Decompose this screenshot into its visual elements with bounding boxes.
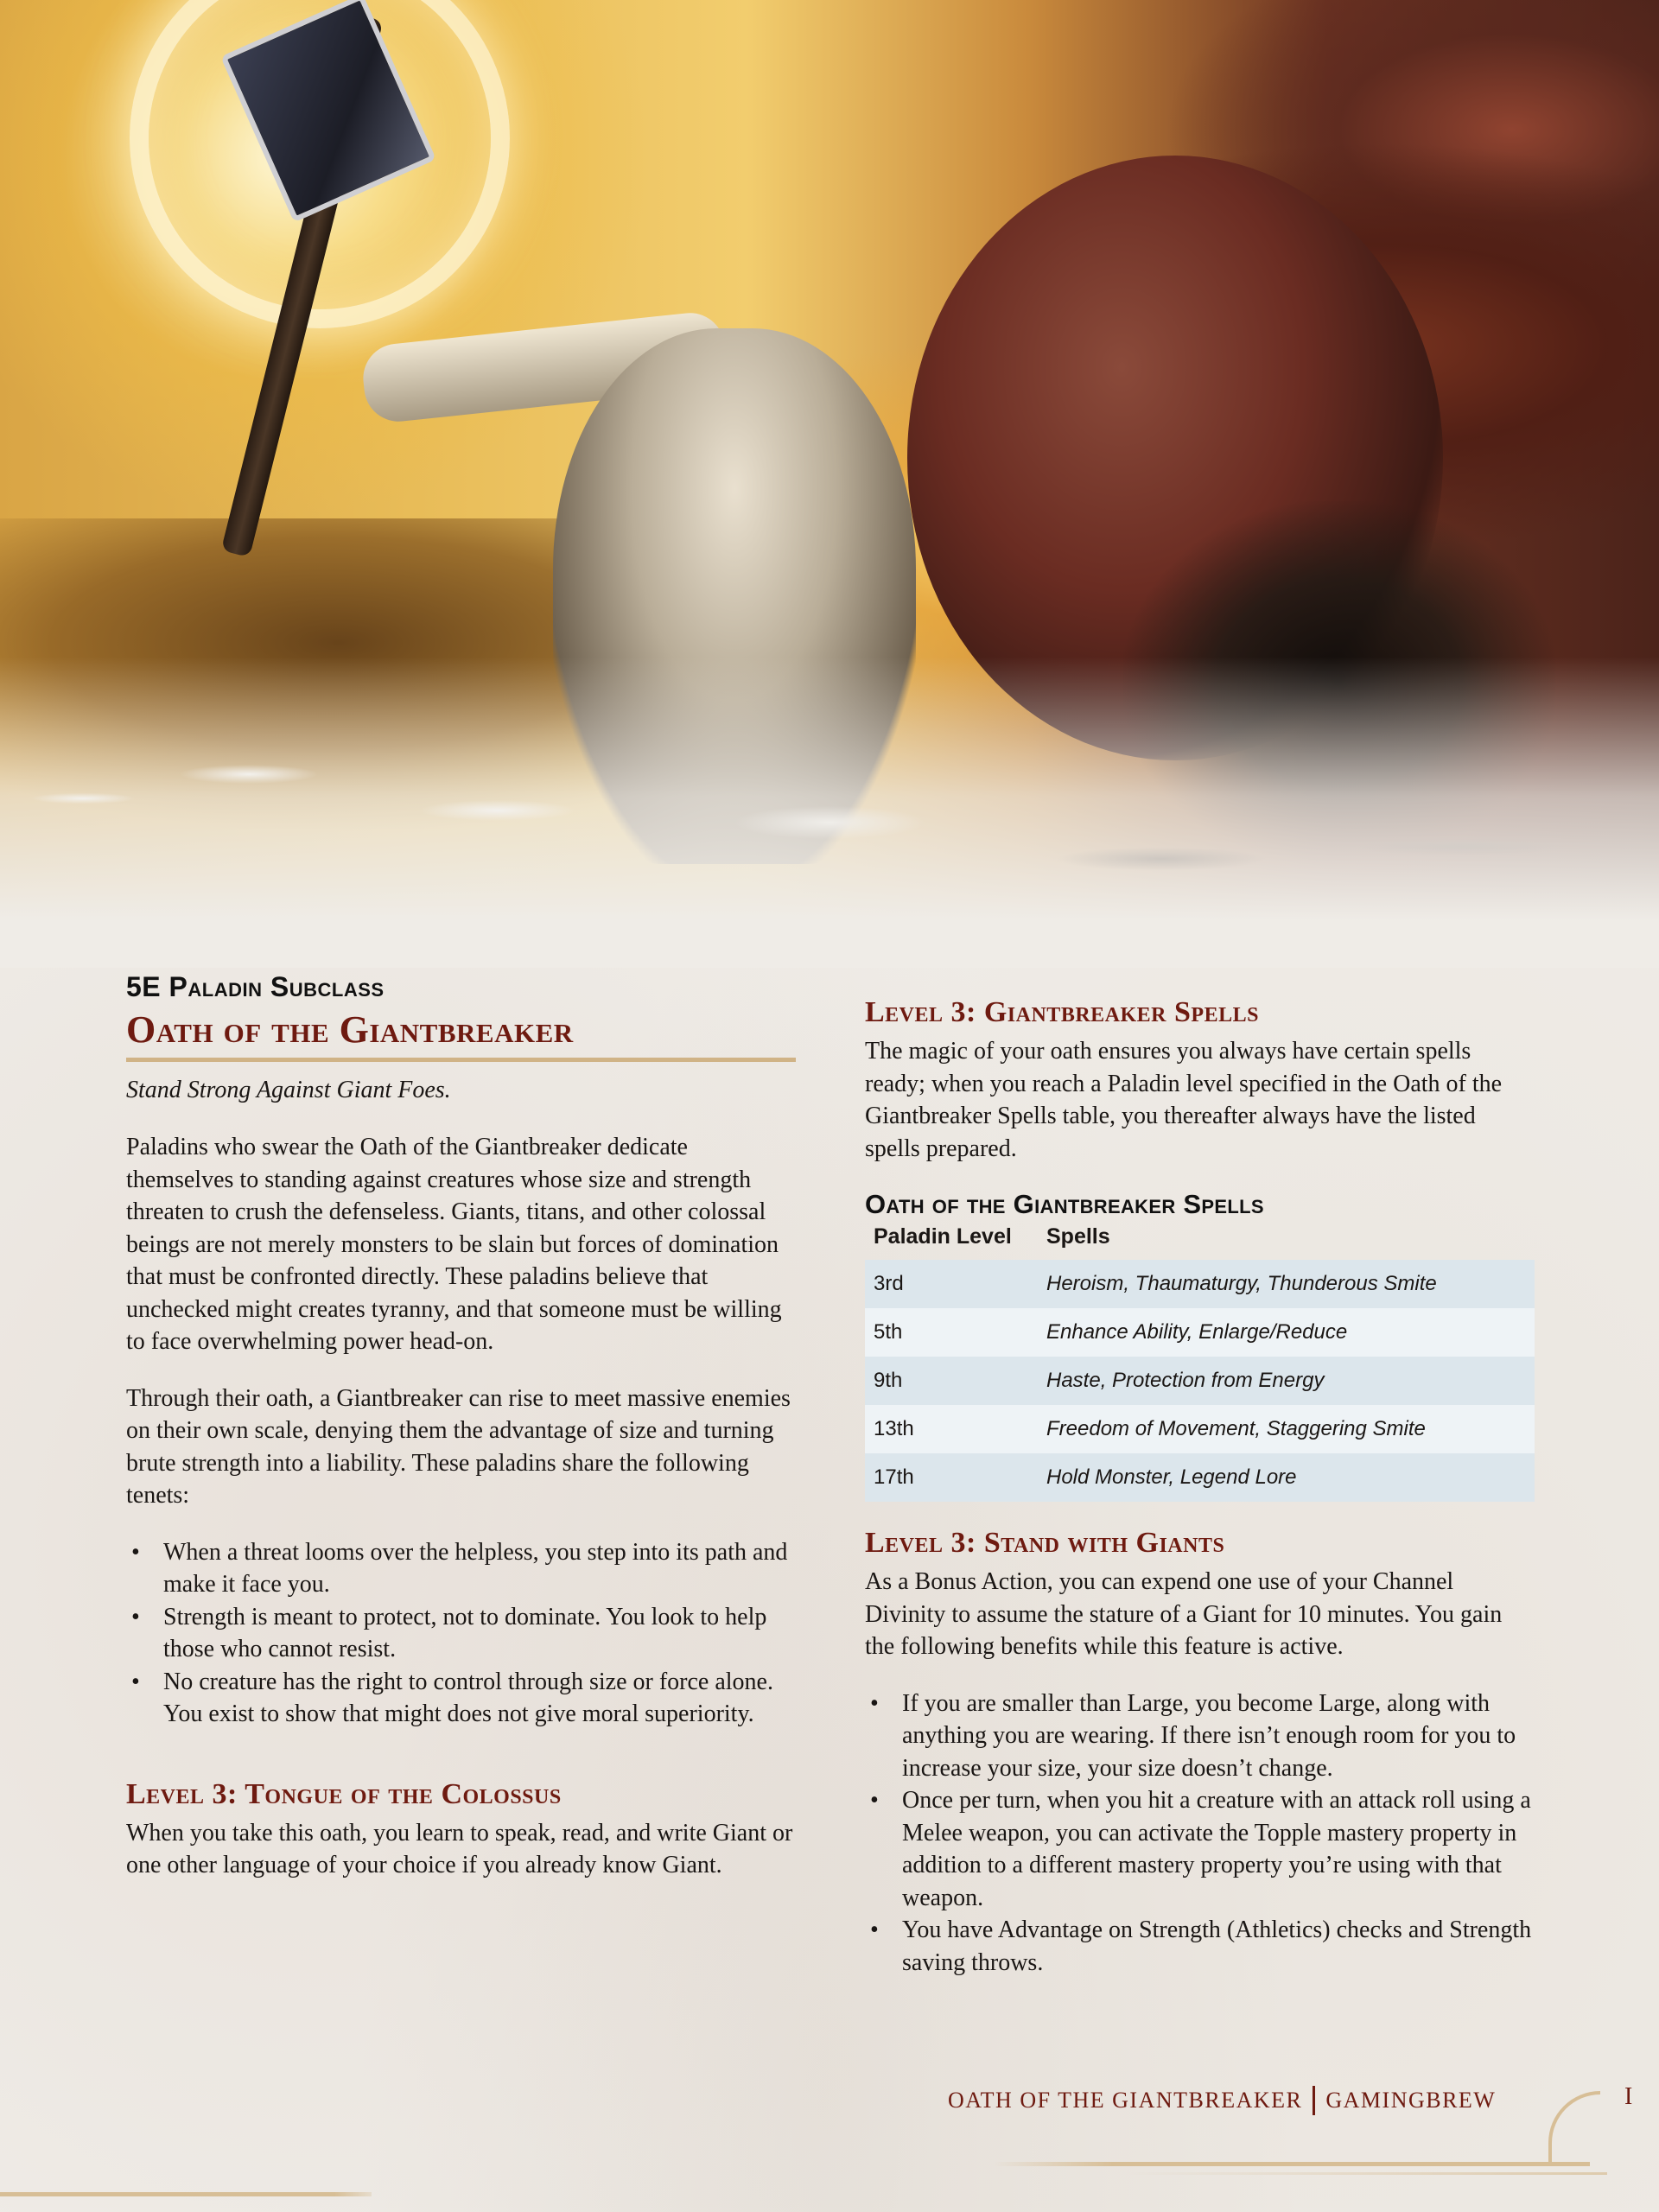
hero-artwork bbox=[0, 0, 1659, 968]
table-row bbox=[865, 1357, 1535, 1405]
spell-table-title: Oath of the Giantbreaker Spells bbox=[865, 1189, 1264, 1219]
tenet-item: • No creature has the right to control through size or force alone. You exist to show that might does not give moral superiority. bbox=[126, 1666, 795, 1731]
supertitle: 5E Paladin Subclass bbox=[126, 971, 385, 1002]
cell-spells: Haste, Protection from Energy bbox=[1046, 1369, 1325, 1392]
footer-ornament-rule bbox=[994, 2162, 1590, 2166]
footer-title: OATH OF THE GIANTBREAKER bbox=[948, 2088, 1303, 2113]
benefit-item: • You have Advantage on Strength (Athletics) checks and Strength saving throws. bbox=[865, 1914, 1535, 1979]
footer-separator bbox=[1313, 2086, 1315, 2115]
page-number: I bbox=[1624, 2083, 1633, 2110]
intro-paragraph: Paladins who swear the Oath of the Giantbreaker dedicate themselves to standing against creatures whose size and strength threaten to crush the defenseless. Giants, titans, and other colossal beings are not merely monsters to be slain but forces of domination that must be confronted directly. These paladins believe that unchecked might creates tyranny, and that someone must be willing to face overwhelming power head-on. bbox=[126, 1134, 782, 1355]
footer-ornament-rule bbox=[1123, 2172, 1607, 2175]
benefit-item: • If you are smaller than Large, you become Large, along with anything you are wearing. If there isn’t enough room for you to increase your size, your size doesn’t change. bbox=[865, 1688, 1535, 1785]
feature-text-spells: The magic of your oath ensures you always have certain spells ready; when you reach a Paladin level specified in the Oath of the Giantbreaker Spells table, you thereafter always have the listed spells prepared. bbox=[865, 1038, 1503, 1162]
page-title: Oath of the Giantbreaker bbox=[126, 1008, 574, 1051]
cell-level: 17th bbox=[874, 1465, 914, 1489]
benefit-item: • Once per turn, when you hit a creature with an attack roll using a Melee weapon, you can activate the Topple mastery property in addition to a different mastery property you’re using with that weapon. bbox=[865, 1784, 1535, 1914]
page-footer bbox=[948, 2083, 1496, 2118]
table-row bbox=[865, 1260, 1535, 1308]
cell-spells: Heroism, Thaumaturgy, Thunderous Smite bbox=[1046, 1272, 1437, 1295]
right-column bbox=[865, 994, 1535, 1979]
table-row bbox=[865, 1453, 1535, 1502]
feature-text-stand: As a Bonus Action, you can expend one use of your Channel Divinity to assume the stature of a Giant for 10 minutes. You gain the following benefits while this feature is active. bbox=[865, 1568, 1503, 1660]
cell-level: 13th bbox=[874, 1417, 914, 1440]
cell-spells: Enhance Ability, Enlarge/Reduce bbox=[1046, 1320, 1348, 1344]
tenet-item: • When a threat looms over the helpless, you step into its path and make it face you. bbox=[126, 1536, 795, 1601]
feature-heading-spells: Level 3: Giantbreaker Spells bbox=[865, 996, 1259, 1028]
cell-level: 9th bbox=[874, 1369, 903, 1392]
spell-table bbox=[865, 1222, 1535, 1502]
cell-level: 3rd bbox=[874, 1272, 904, 1295]
feature-heading-stand: Level 3: Stand with Giants bbox=[865, 1527, 1225, 1559]
column-header-spells: Spells bbox=[1046, 1224, 1110, 1249]
feature-text-tongue: When you take this oath, you learn to speak, read, and write Giant or one other language of your choice if you already know Giant. bbox=[126, 1819, 793, 1878]
column-header-level: Paladin Level bbox=[874, 1224, 1012, 1249]
table-row bbox=[865, 1405, 1535, 1453]
artwork-torn-edge bbox=[0, 726, 1659, 968]
table-header-row bbox=[865, 1222, 1535, 1260]
left-column bbox=[126, 968, 795, 1882]
tagline: Stand Strong Against Giant Foes. bbox=[126, 1077, 451, 1103]
tenet-item: • Strength is meant to protect, not to dominate. You look to help those who cannot resist. bbox=[126, 1601, 795, 1666]
footer-brand: GAMINGBREW bbox=[1325, 2088, 1497, 2113]
benefits-list bbox=[865, 1688, 1535, 1980]
tenets-list bbox=[126, 1536, 795, 1731]
table-row bbox=[865, 1308, 1535, 1357]
footer-ornament-rule-left bbox=[0, 2192, 372, 2196]
feature-heading-tongue: Level 3: Tongue of the Colossus bbox=[126, 1777, 562, 1810]
cell-level: 5th bbox=[874, 1320, 903, 1344]
cell-spells: Hold Monster, Legend Lore bbox=[1046, 1465, 1297, 1489]
title-divider bbox=[126, 1058, 796, 1062]
cell-spells: Freedom of Movement, Staggering Smite bbox=[1046, 1417, 1426, 1440]
intro-paragraph: Through their oath, a Giantbreaker can rise to meet massive enemies on their own scale, denying them the advantage of size and turning brute strength into a liability. These paladins share the following tenets: bbox=[126, 1384, 791, 1509]
